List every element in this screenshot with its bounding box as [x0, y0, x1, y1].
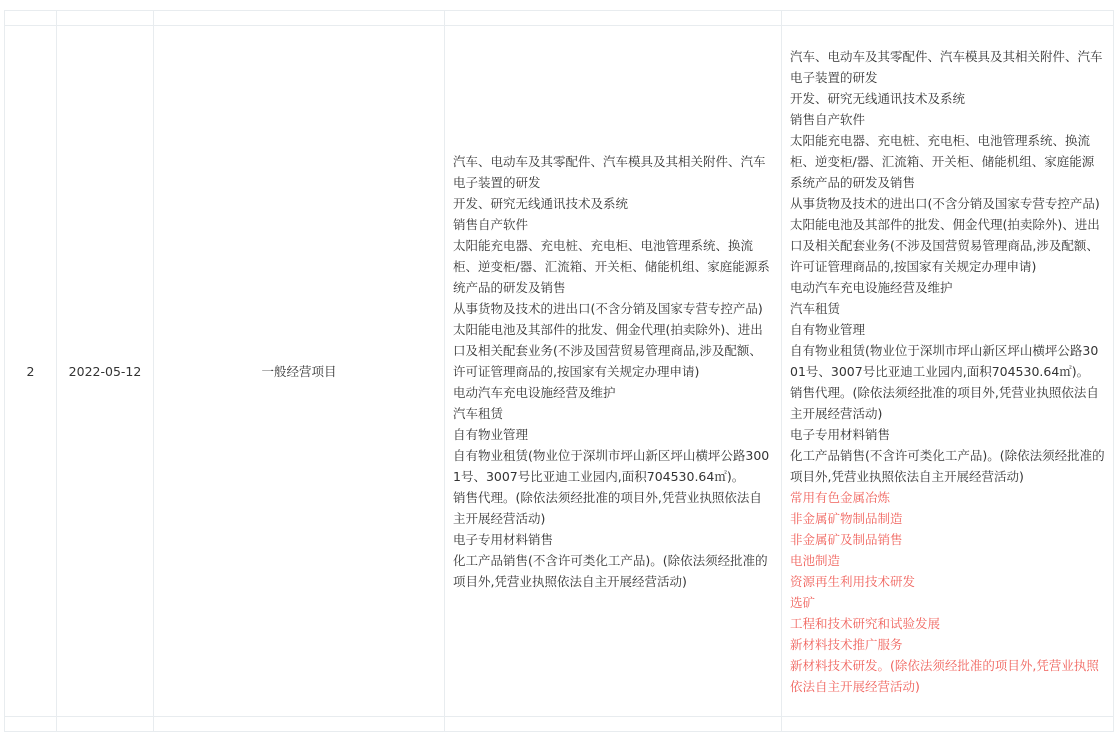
change-type: 一般经营项目 [154, 26, 445, 717]
scope-item: 太阳能充电器、充电桩、充电柜、电池管理系统、换流柜、逆变柜/器、汇流箱、开关柜、储能机组、家庭能源系统产品的研发及销售 [453, 237, 770, 295]
scope-item: 汽车租赁 [453, 405, 504, 421]
added-scope-item: 工程和技术研究和试验发展 [790, 615, 941, 631]
added-scope-item: 非金属矿物制品制造 [790, 510, 903, 526]
scope-item: 开发、研究无线通讯技术及系统 [790, 90, 966, 106]
scope-item: 从事货物及技术的进出口(不含分销及国家专营专控产品) [453, 300, 763, 316]
added-scope-item: 常用有色金属冶炼 [790, 489, 891, 505]
added-scope-item: 非金属矿及制品销售 [790, 531, 903, 547]
scope-item: 电动汽车充电设施经营及维护 [453, 384, 616, 400]
scope-item: 自有物业管理 [453, 426, 529, 442]
scope-item: 电子专用材料销售 [790, 426, 891, 442]
scope-item: 自有物业管理 [790, 321, 866, 337]
change-record-table [4, 10, 1114, 732]
scope-item: 化工产品销售(不含许可类化工产品)。(除依法须经批准的项目外,凭营业执照依法自主开展经营活动) [453, 552, 768, 589]
added-scope-item: 选矿 [790, 594, 816, 610]
scope-item: 销售代理。(除依法须经批准的项目外,凭营业执照依法自主开展经营活动) [790, 384, 1099, 421]
content-before [445, 26, 782, 717]
table-row-next [5, 717, 1114, 732]
scope-item: 销售代理。(除依法须经批准的项目外,凭营业执照依法自主开展经营活动) [453, 489, 762, 526]
scope-item: 自有物业租赁(物业位于深圳市坪山新区坪山横坪公路3001号、3007号比亚迪工业园内,面积704530.64㎡)。 [453, 447, 770, 484]
scope-item: 自有物业租赁(物业位于深圳市坪山新区坪山横坪公路3001号、3007号比亚迪工业园内,面积704530.64㎡)。 [790, 342, 1099, 379]
added-scope-item: 电池制造 [790, 552, 841, 568]
scope-item: 电动汽车充电设施经营及维护 [790, 279, 953, 295]
scope-item: 太阳能充电器、充电桩、充电柜、电池管理系统、换流柜、逆变柜/器、汇流箱、开关柜、储能机组、家庭能源系统产品的研发及销售 [790, 132, 1095, 190]
scope-item: 化工产品销售(不含许可类化工产品)。(除依法须经批准的项目外,凭营业执照依法自主开展经营活动) [790, 447, 1105, 484]
scope-item: 销售自产软件 [790, 111, 866, 127]
added-scope-item: 新材料技术推广服务 [790, 636, 903, 652]
scope-item: 从事货物及技术的进出口(不含分销及国家专营专控产品) [790, 195, 1100, 211]
scope-item: 汽车、电动车及其零配件、汽车模具及其相关附件、汽车电子装置的研发 [790, 48, 1103, 85]
scope-item: 太阳能电池及其部件的批发、佣金代理(拍卖除外)、进出口及相关配套业务(不涉及国营贸易管理商品,涉及配额、许可证管理商品的,按国家有关规定办理申请) [790, 216, 1100, 274]
row-index: 2 [5, 26, 57, 717]
change-date: 2022-05-12 [57, 26, 154, 717]
scope-item: 汽车租赁 [790, 300, 841, 316]
scope-item: 开发、研究无线通讯技术及系统 [453, 195, 629, 211]
added-scope-item: 资源再生利用技术研发 [790, 573, 916, 589]
scope-item: 销售自产软件 [453, 216, 529, 232]
table-row-previous [5, 11, 1114, 26]
table-row [5, 26, 1114, 717]
scope-item: 电子专用材料销售 [453, 531, 554, 547]
scope-item: 汽车、电动车及其零配件、汽车模具及其相关附件、汽车电子装置的研发 [453, 153, 766, 190]
content-after [782, 26, 1114, 717]
added-scope-item: 新材料技术研发。(除依法须经批准的项目外,凭营业执照依法自主开展经营活动) [790, 657, 1099, 694]
scope-item: 太阳能电池及其部件的批发、佣金代理(拍卖除外)、进出口及相关配套业务(不涉及国营贸易管理商品,涉及配额、许可证管理商品的,按国家有关规定办理申请) [453, 321, 763, 379]
